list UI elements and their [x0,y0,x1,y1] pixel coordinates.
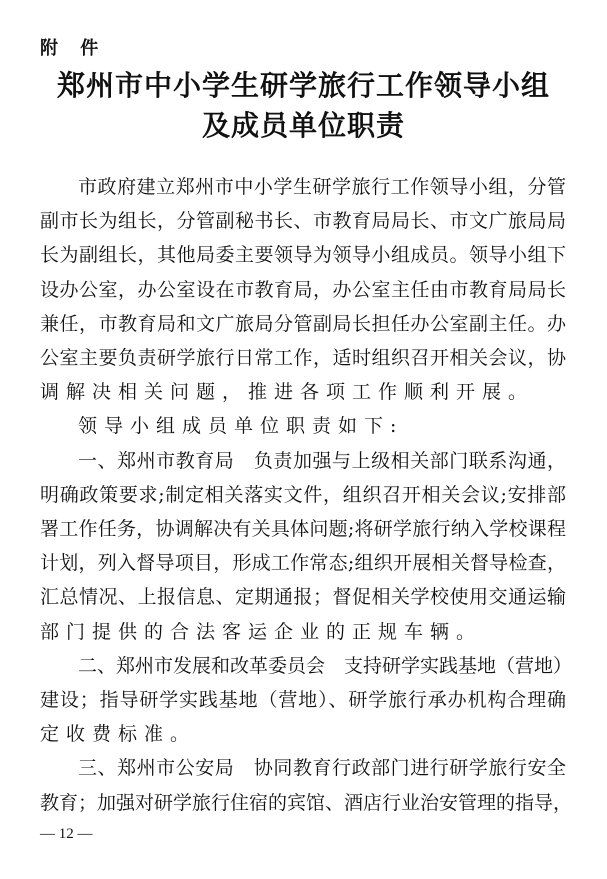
body-text-line: 长为副组长，其他局委主要领导为领导小组成员。领导小组下 [40,244,566,267]
body-text-line: 副市长为组长，分管副秘书长、市教育局局长、市文广旅局局 [40,210,566,233]
attachment-label: 附 件 [40,38,107,59]
body-text-line: 明确政策要求;制定相关落实文件，组织召开相关会议;安排部 [40,483,566,506]
body-text-line: 教育；加强对研学旅行住宿的宾馆、酒店行业治安管理的指导， [40,791,573,814]
body-text-line: 市政府建立郑州市中小学生研学旅行工作领导小组，分管 [78,176,566,198]
body-text-line: 公室主要负责研学旅行日常工作，适时组织召开相关会议，协 [40,347,566,369]
body-text-line: 领导小组成员单位职责如下: [78,415,404,438]
body-text-line: 二、郑州市发展和改革委员会 支持研学实践基地（营地） [78,654,573,677]
document-title-line-1: 郑州市中小学生研学旅行工作领导小组 [56,69,550,102]
body-text-line: 三、郑州市公安局 协同教育行政部门进行研学旅行安全 [78,757,566,780]
body-text-line: 计划，列入督导项目，形成工作常态;组织开展相关督导检查， [40,552,566,575]
document-title-line-2: 及成员单位职责 [201,109,405,142]
body-text-line: 部门提供的合法客运企业的正规车辆。 [40,620,483,643]
body-text-line: 设办公室，办公室设在市教育局，办公室主任由市教育局局长 [40,278,566,301]
body-text-line: 兼任，市教育局和文广旅局分管副局长担任办公室副主任。办 [40,312,566,335]
body-text-line: 一、郑州市教育局 负责加强与上级相关部门联系沟通， [78,449,566,472]
body-text-line: 署工作任务，协调解决有关具体问题;将研学旅行纳入学校课程 [40,518,566,540]
body-text-line: 汇总情况、上报信息、定期通报；督促相关学校使用交通运输 [40,586,566,609]
body-text-line: 调解决相关问题，推进各项工作顺利开展。 [40,381,535,404]
body-text-line: 建设；指导研学实践基地（营地）、研学旅行承办机构合理确 [40,689,566,711]
body-text-line: 定收费标准。 [40,723,197,746]
page-number: — 12 — [40,826,93,842]
